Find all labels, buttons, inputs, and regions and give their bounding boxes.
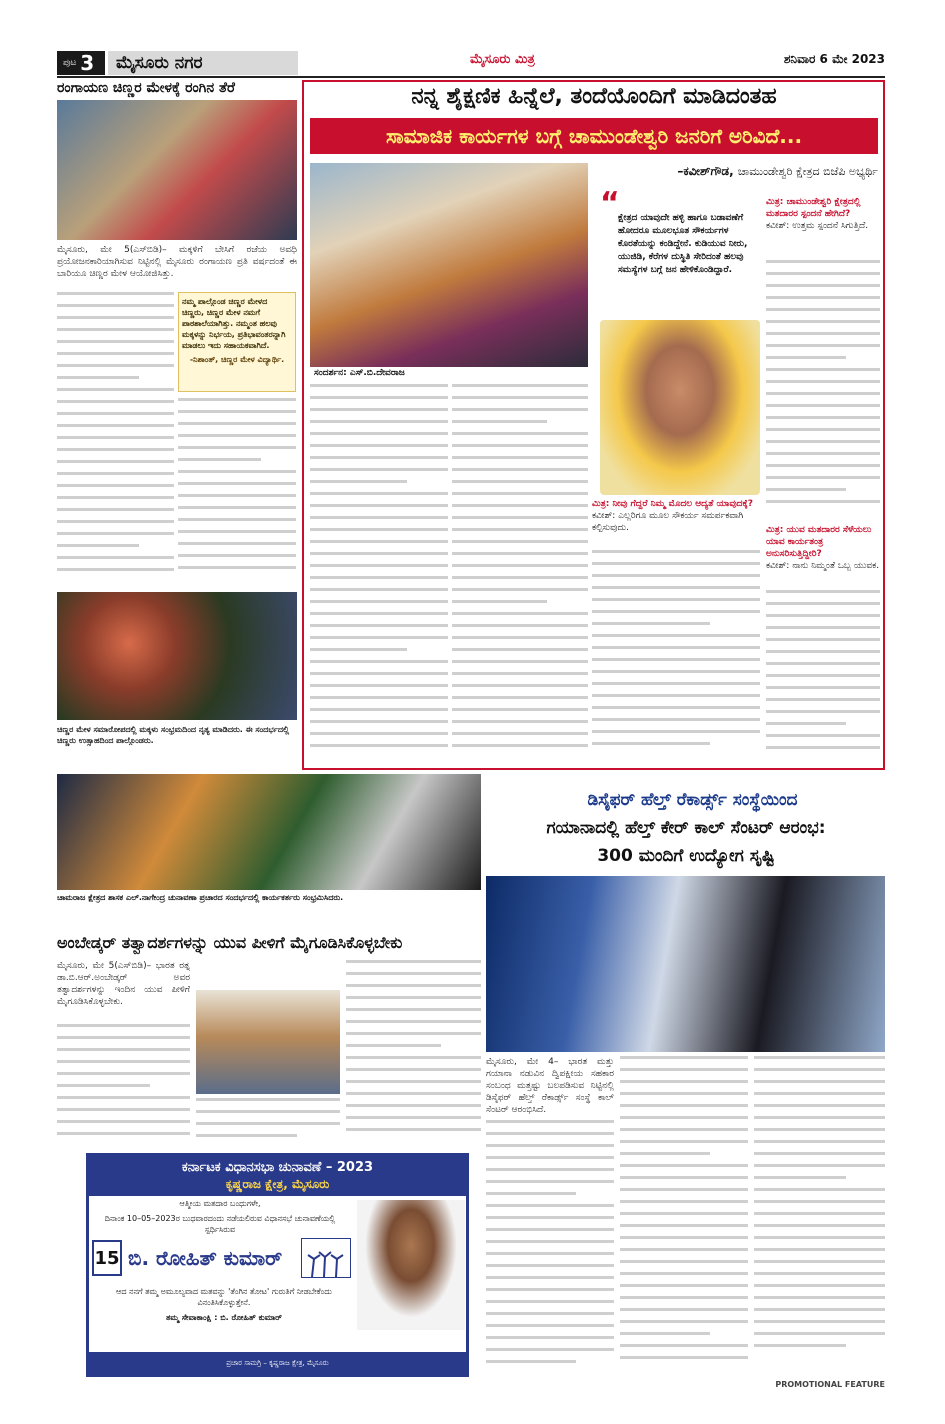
ad-banner <box>89 1156 466 1196</box>
promotional-feature-label: PROMOTIONAL FEATURE <box>775 1380 885 1389</box>
qa-answer-1: ಕವೀಶ್: ಉತ್ತಮ ಸ್ಪಂದನೆ ಸಿಗುತ್ತಿದೆ. <box>766 221 869 231</box>
qa-answer-2: ಕವೀಶ್: ಎಲ್ಲರಿಗೂ ಮೂಲ ಸೌಕರ್ಯ ಸಮರ್ಪಕವಾಗಿ ಕಲ್ಪಿಸುವುದು. <box>592 511 744 533</box>
ad-serial-number: 15 <box>92 1240 122 1276</box>
qa-question-3: ಮಿತ್ರ: ಯುವ ಮತದಾರರ ಸೆಳೆಯಲು ಯಾವ ಕಾರ್ಯತಂತ್ರ ಅನುಸರಿಸುತ್ತಿದ್ದೀರಿ? <box>766 525 872 559</box>
rally-photo-caption: ಚಾಮರಾಜ ಕ್ಷೇತ್ರದ ಶಾಸಕ ಎಲ್.ನಾಗೇಂದ್ರ ಚುನಾವಣಾ ಪ್ರಚಾರದ ಸಂದರ್ಭದಲ್ಲಿ ಕಾರ್ಯಕರ್ತರು ಸಂಭ್ರಮಿಸಿದರು. <box>57 893 344 902</box>
left-story-body-col2 <box>178 398 296 588</box>
left-story-body-col1 <box>57 292 174 588</box>
qa-question-2: ಮಿತ್ರ: ನೀವು ಗೆದ್ದರೆ ನಿಮ್ಮ ಮೊದಲ ಆದ್ಯತೆ ಯಾವುದಕ್ಕೆ? <box>592 499 753 509</box>
page-header <box>0 0 945 74</box>
header-rule <box>57 76 885 78</box>
ad-greeting: ಆತ್ಮೀಯ ಮತದಾರ ಬಂಧುಗಳೇ, <box>179 1199 261 1208</box>
feature-body-col5 <box>766 590 880 762</box>
left-story-intro: ಮೈಸೂರು, ಮೇ 5(ಎಸ್‌ಬಿಡಿ)– ಮಕ್ಕಳಿಗೆ ಬೇಸಿಗೆ ರಜೆಯ ಅವಧಿ ಪ್ರಯೋಜನಕಾರಿಯಾಗಿಸುವ ನಿಟ್ಟಿನಲ್ಲಿ ಮೈಸೂರು ರಂಗಾಯಣ ಪ್ರತಿ ವರ್ಷದಂತೆ ಈ ಬಾರಿಯೂ ಚಿಣ್ಣರ ಮೇಳ ಆಯೋಜಿಸಿತ್ತು. <box>57 245 297 279</box>
feature-body-col2 <box>452 384 588 762</box>
highlight-quote-box <box>178 292 296 392</box>
feature-photo-credit: ಸಂದರ್ಶನ: ಎಸ್.ಬಿ.ದೇವರಾಜ <box>314 368 405 378</box>
decipher-body-col2 <box>620 1056 748 1374</box>
ambedkar-body-col1 <box>57 1024 190 1144</box>
feature-body-col3 <box>592 550 760 762</box>
byline-role: ಚಾಮುಂಡೇಶ್ವರಿ ಕ್ಷೇತ್ರದ ಬಿಜೆಪಿ ಅಭ್ಯರ್ಥಿ <box>737 165 878 178</box>
ad-title: ಕರ್ನಾಟಕ ವಿಧಾನಸಭಾ ಚುನಾವಣೆ – 2023 <box>181 1160 374 1175</box>
ad-appeal-block <box>95 1284 353 1325</box>
page-number-box <box>57 51 105 75</box>
left-headline: ರಂಗಾಯಣ ಚಿಣ್ಣರ ಮೇಳಕ್ಕೆ ರಂಗಿನ ತೆರೆ <box>57 80 235 96</box>
highlight-signature: -ನಿಶಾಂತ್, ಚಿಣ್ಣರ ಮೇಳ ವಿದ್ಯಾರ್ಥಿ. <box>189 355 285 364</box>
left-story-photo <box>57 100 297 240</box>
candidate-portrait <box>600 320 760 495</box>
quote-mark-icon: “ <box>600 186 620 221</box>
business-roundtable-photo <box>486 876 885 1052</box>
coconut-grove-symbol-icon <box>301 1238 351 1278</box>
ad-date-line: ದಿನಾಂಕ 10–05–2023ರ ಬುಧವಾರದಂದು ನಡೆಯಲಿರುವ ವಿಧಾನಸಭೆ ಚುನಾವಣೆಯಲ್ಲಿ ಸ್ಪರ್ಧಿಸಿರುವ <box>104 1214 336 1234</box>
ad-footer: ಪ್ರಚಾರ ಸಾಮಗ್ರಿ – ಕೃಷ್ಣರಾಜ ಕ್ಷೇತ್ರ, ಮೈಸೂರು <box>89 1352 466 1374</box>
issue-date: ಶನಿವಾರ 6 ಮೇ 2023 <box>783 52 885 66</box>
ambedkar-headline: ಅಂಬೇಡ್ಕರ್ ತತ್ವಾದರ್ಶಗಳನ್ನು ಯುವ ಪೀಳಿಗೆ ಮೈಗೂಡಿಸಿಕೊಳ್ಳಬೇಕು <box>57 933 403 952</box>
qa-question-1: ಮಿತ್ರ: ಚಾಮುಂಡೇಶ್ವರಿ ಕ್ಷೇತ್ರದಲ್ಲಿ ಮತದಾರರ ಸ್ಪಂದನೆ ಹೇಗಿದೆ? <box>766 197 861 219</box>
ad-candidate-photo <box>357 1200 465 1330</box>
decipher-headline-3: 300 ಮಂದಿಗೆ ಉದ್ಯೋಗ ಸೃಷ್ಟಿ <box>597 846 775 866</box>
ambedkar-intro: ಮೈಸೂರು, ಮೇ 5(ಎಸ್‌ಬಿಡಿ)– ಭಾರತ ರತ್ನ ಡಾ.ಬಿ.ಆರ್.ಅಂಬೇಡ್ಕರ್ ಅವರ ತತ್ವಾದರ್ಶಗಳನ್ನು ಇಂದಿನ ಯುವ ಪೀಳಿಗೆ ಮೈಗೂಡಿಸಿಕೊಳ್ಳಬೇಕು. <box>57 961 190 1007</box>
section-title: ಮೈಸೂರು ನಗರ <box>108 51 298 75</box>
qa-item-3 <box>766 524 880 572</box>
left-story-photo-2 <box>57 592 297 720</box>
ambedkar-body-col2 <box>196 1098 340 1144</box>
feature-headline-1: ನನ್ನ ಶೈಕ್ಷಣಿಕ ಹಿನ್ನೆಲೆ, ತಂದೆಯೊಂದಿಗೆ ಮಾಡಿದಂತಹ <box>411 84 777 109</box>
ad-candidate-name: ಬಿ. ರೋಹಿತ್ ಕುಮಾರ್ <box>128 1246 283 1270</box>
page-label: ಪುಟ <box>63 58 77 68</box>
palm-trees-icon <box>304 1249 348 1277</box>
decipher-body-col3 <box>754 1056 885 1374</box>
highlight-quote: ನಮ್ಮ ಪಾಲ್ಗೊಂಡ ಚಿಣ್ಣರ ಮೇಳದ ಚಿಣ್ಣರು, ಚಿಣ್ಣರ ಮೇಳ ನಮಗೆ ಪಾಠಶಾಲೆಯಾಗಿತ್ತು. ನಮ್ಮಂತ ಹಲವು ಮಕ್ಕಳನ್ನು ನಿರ್ಭಯ, ಪ್ರತಿಭಾವಂತರನ್ನಾಗಿ ಮಾಡಲು ಇದು ಸಹಾಯಕವಾಗಿದೆ. <box>182 297 286 350</box>
qa-answer-3: ಕವೀಶ್: ನಾನು ನಿಮ್ಮಂತೆ ಒಬ್ಬ ಯುವಕ. <box>766 561 880 571</box>
pull-quote: ಕ್ಷೇತ್ರದ ಯಾವುದೇ ಹಳ್ಳಿ ಹಾಗೂ ಬಡಾವಣೆಗೆ ಹೋದರೂ ಮೂಲಭೂತ ಸೌಕರ್ಯಗಳ ಕೊರತೆಯನ್ನು ಕಂಡಿದ್ದೇನೆ. ಕುಡಿಯುವ ನೀರು, ಯುಜಿಡಿ, ಕೆರೆಗಳ ದುಸ್ಥಿತಿ ಸೇರಿದಂತೆ ಹಲವು ಸಮಸ್ಯೆಗಳ ಬಗ್ಗೆ ಜನ ಹೇಳಿಕೊಂಡಿದ್ದಾರೆ. <box>618 213 748 275</box>
ambedkar-body-col3 <box>346 960 481 1144</box>
decipher-headline-2: ಗಯಾನಾದಲ್ಲಿ ಹೆಲ್ತ್ ಕೇರ್ ಕಾಲ್ ಸೆಂಟರ್ ಆರಂಭ: <box>546 818 826 838</box>
decipher-headline-1: ಡಿಸೈಫರ್ ಹೆಲ್ತ್ ರೆಕಾರ್ಡ್ಸ್ ಸಂಸ್ಥೆಯಿಂದ <box>587 790 798 810</box>
masthead: ಮೈಸೂರು ಮಿತ್ರ <box>470 52 535 67</box>
feature-body-col1 <box>310 384 448 762</box>
feature-byline <box>592 164 878 179</box>
rally-photo <box>57 774 481 890</box>
qa-item-2 <box>592 498 760 534</box>
ad-signoff: ತಮ್ಮ ಸೇವಾಕಾಂಕ್ಷಿ : ಬಿ. ರೋಹಿತ್ ಕುಮಾರ್ <box>166 1313 282 1322</box>
ad-appeal: ಆದ ನನಗೆ ತಮ್ಮ ಅಮೂಲ್ಯವಾದ ಮತವನ್ನು 'ತೆಂಗಿನ ತೋಟ' ಗುರುತಿಗೆ ನೀಡಬೇಕೆಂದು ವಿನಂತಿಸಿಕೊಳ್ಳುತ್ತೇನೆ. <box>116 1287 332 1307</box>
qa-item-1 <box>766 196 880 232</box>
feature-headline-2: ಸಾಮಾಜಿಕ ಕಾರ್ಯಗಳ ಬಗ್ಗೆ ಚಾಮುಂಡೇಶ್ವರಿ ಜನರಿಗೆ ಅರಿವಿದೆ... <box>310 118 878 154</box>
page-number: 3 <box>80 51 95 75</box>
feature-body-col4 <box>766 260 880 520</box>
decipher-intro: ಮೈಸೂರು, ಮೇ 4– ಭಾರತ ಮತ್ತು ಗಯಾನಾ ನಡುವಿನ ದ್ವಿಪಕ್ಷೀಯ ಸಹಕಾರ ಸಂಬಂಧ ಮತ್ತಷ್ಟು ಬಲಪಡಿಸುವ ನಿಟ್ಟಿನಲ್ಲಿ ಡಿಸೈಫರ್ ಹೆಲ್ತ್ ರೆಕಾರ್ಡ್ಸ್ ಸಂಸ್ಥೆ ಕಾಲ್ ಸೆಂಟರ್ ಆರಂಭಿಸಿದೆ. <box>486 1057 614 1115</box>
feature-photo <box>310 163 588 367</box>
left-story-caption: ಚಿಣ್ಣರ ಮೇಳ ಸಮಾರೋಪದಲ್ಲಿ ಮಕ್ಕಳು ಸಂಭ್ರಮದಿಂದ ನೃತ್ಯ ಮಾಡಿದರು. ಈ ಸಂದರ್ಭದಲ್ಲಿ ಚಿಣ್ಣರು ಉತ್ಸಾಹದಿಂದ ಪಾಲ್ಗೊಂಡರು. <box>57 725 290 745</box>
election-advertisement <box>86 1153 469 1377</box>
ad-constituency: ಕೃಷ್ಣರಾಜ ಕ್ಷೇತ್ರ, ಮೈಸೂರು <box>225 1177 330 1191</box>
decipher-body-col1 <box>486 1120 614 1374</box>
ambedkar-event-photo <box>196 990 340 1094</box>
byline-name: –ಕವೀಶ್‌ಗೌಡ, <box>677 164 734 178</box>
